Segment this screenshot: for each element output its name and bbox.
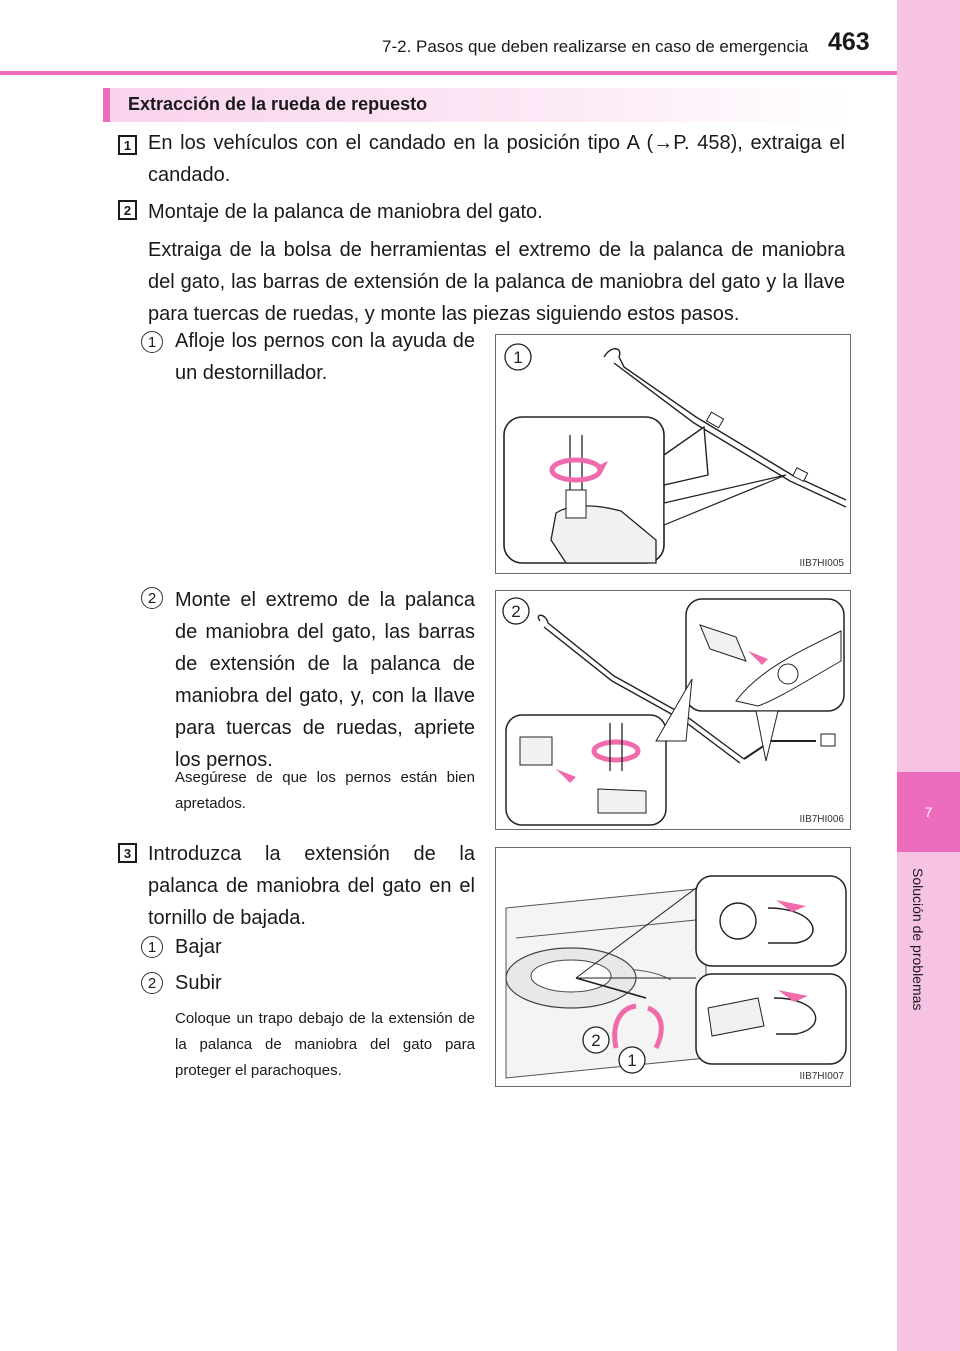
substep-2-text: Monte el extremo de la palanca de maniobra del gato, las barras de extensión de la palanca de maniobra del gato, y, con la llave para tuercas de ruedas, apriete los pernos. (175, 589, 475, 771)
header-section-title: 7-2. Pasos que deben realizarse en caso de emergencia (382, 37, 809, 56)
figure-insert-extension (495, 847, 851, 1087)
figure-1-callout: 1 (513, 348, 523, 367)
step-2-detail: Extraiga de la bolsa de herramientas el extremo de la palanca de maniobra del gato, las barras de extensión de la palanca de maniobra del gato y la llave para tuercas de ruedas, y monte las piezas siguiendo estos pasos. (148, 239, 845, 325)
substep-1-text: Afloje los pernos con la ayuda de un destornillador. (175, 330, 475, 384)
figure-1-code: IIB7HI005 (799, 558, 844, 569)
figure-loosen-bolts-illustration (496, 335, 852, 575)
chapter-side-tab (897, 0, 960, 1351)
step-number-2: 2 (118, 200, 137, 220)
figure-loosen-bolts (495, 334, 851, 574)
substep-number-2: 2 (141, 587, 163, 609)
option-lower-label: Bajar (175, 936, 222, 958)
figure-2-code: IIB7HI006 (799, 814, 844, 825)
figure-insert-extension-illustration (496, 848, 852, 1088)
page-number: 463 (828, 28, 870, 56)
figure-assemble-jack-handle (495, 590, 851, 830)
figure-2-callout: 2 (511, 602, 521, 621)
option-number-1: 1 (141, 936, 163, 958)
section-banner (103, 88, 851, 122)
step-number-1: 1 (118, 135, 137, 155)
step-3-note: Coloque un trapo debajo de la extensión de la palanca de maniobra del gato para proteger el parachoques. (175, 1010, 475, 1079)
header-rule (0, 71, 897, 75)
figure-3-code: IIB7HI007 (799, 1071, 844, 1082)
figure-assemble-jack-handle-illustration (496, 591, 852, 831)
step-1-text: En los vehículos con el candado en la posición tipo A (→P. 458), extraiga el candado. (148, 132, 845, 186)
substep-2-note: Asegúrese de que los pernos están bien apretados. (175, 769, 475, 812)
chapter-title: Solución de problemas (910, 868, 926, 1011)
figure-3-callout-lower: 1 (627, 1051, 637, 1070)
option-number-2: 2 (141, 972, 163, 994)
step-3-text: Introduzca la extensión de la palanca de maniobra del gato en el tornillo de bajada. (148, 843, 475, 929)
section-title: Extracción de la rueda de repuesto (128, 94, 428, 114)
substep-number-1: 1 (141, 331, 163, 353)
chapter-number: 7 (924, 804, 933, 820)
option-raise-label: Subir (175, 972, 222, 994)
step-2-text: Montaje de la palanca de maniobra del gato. (148, 201, 543, 223)
figure-3-callout-raise: 2 (591, 1031, 601, 1050)
step-number-3: 3 (118, 843, 137, 863)
